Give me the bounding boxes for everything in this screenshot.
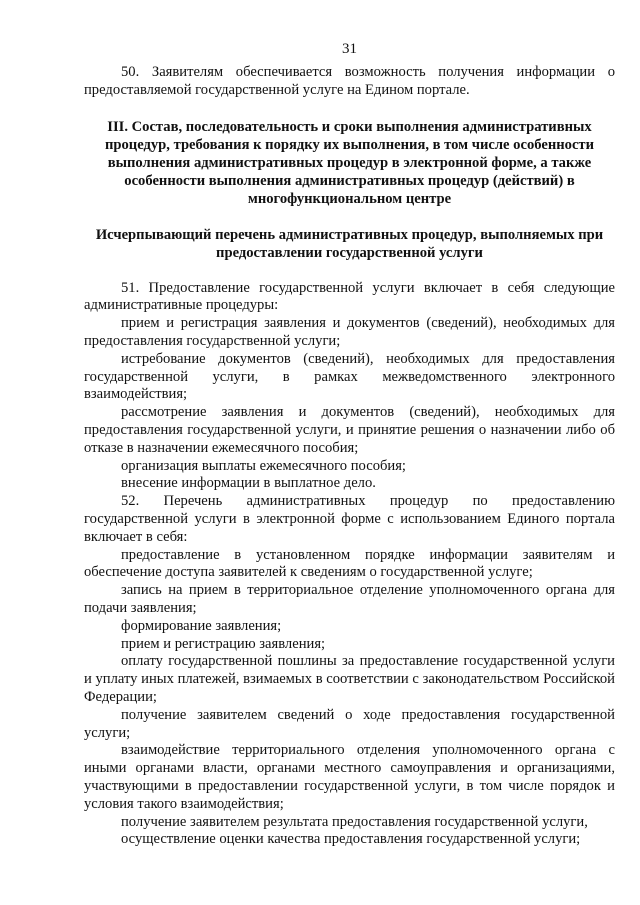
list-item: формирование заявления; (121, 617, 282, 634)
list-item: осуществление оценки качества предоставления государственной услуги; (121, 831, 581, 848)
list-item: рассмотрение заявления и документов (сведений), необходимых для предоставления государственной услуги, и принятие решения о назначении либо об отказе в назначении ежемесячного пособия; (84, 404, 615, 456)
list-item: оплату государственной пошлины за предоставление государственной услуги и уплату иных платежей, взимаемых в соответствии с законодательством Российской Федерации; (84, 653, 615, 705)
section-heading: III. Состав, последовательность и сроки выполнения административных процедур, требования к порядку их выполнения, в том числе особенности выполнения административных процедур в электронной форме, а также особенности выполнения административных процедур (действий) в многофункциональном центре (104, 118, 595, 207)
list-item: получение заявителем результата предоставления государственной услуги, (121, 813, 588, 830)
list-item: взаимодействие территориального отделения уполномоченного органа с иными органами власти, органами местного самоуправления и организациями, участвующими в предоставлении государственной услуги, в том числе порядок и условия такого взаимодействия; (84, 742, 615, 812)
document-page (84, 40, 615, 849)
list-item: получение заявителем сведений о ходе предоставления государственной услуги; (84, 706, 615, 741)
paragraph-51: 51. Предоставление государственной услуги включает в себя следующие административные процедуры: (84, 279, 615, 314)
list-item: прием и регистрацию заявления; (121, 635, 326, 652)
list-item: внесение информации в выплатное дело. (121, 475, 376, 492)
list-item: запись на прием в территориальное отделение уполномоченного органа для подачи заявления; (84, 582, 615, 616)
paragraph-50: 50. Заявителям обеспечивается возможность получения информации о предоставляемой государственной услуге на Едином портале. (84, 64, 615, 98)
sub-heading: Исчерпывающий перечень административных процедур, выполняемых при предоставлении государственной услуги (95, 226, 604, 261)
paragraph-52: 52. Перечень административных процедур по предоставлению государственной услуги в электронной форме с использованием Единого портала включает в себя: (84, 493, 615, 545)
list-item: предоставление в установленном порядке информации заявителям и обеспечение доступа заявителей к сведениям о государственной услуге; (84, 546, 615, 581)
page-number: 31 (342, 41, 357, 57)
list-item: организация выплаты ежемесячного пособия; (121, 457, 406, 474)
list-item: прием и регистрация заявления и документов (сведений), необходимых для предоставления государственной услуги; (84, 315, 615, 349)
list-item: истребование документов (сведений), необходимых для предоставления государственной услуги, в рамках межведомственного электронного взаимодействия; (84, 350, 615, 403)
